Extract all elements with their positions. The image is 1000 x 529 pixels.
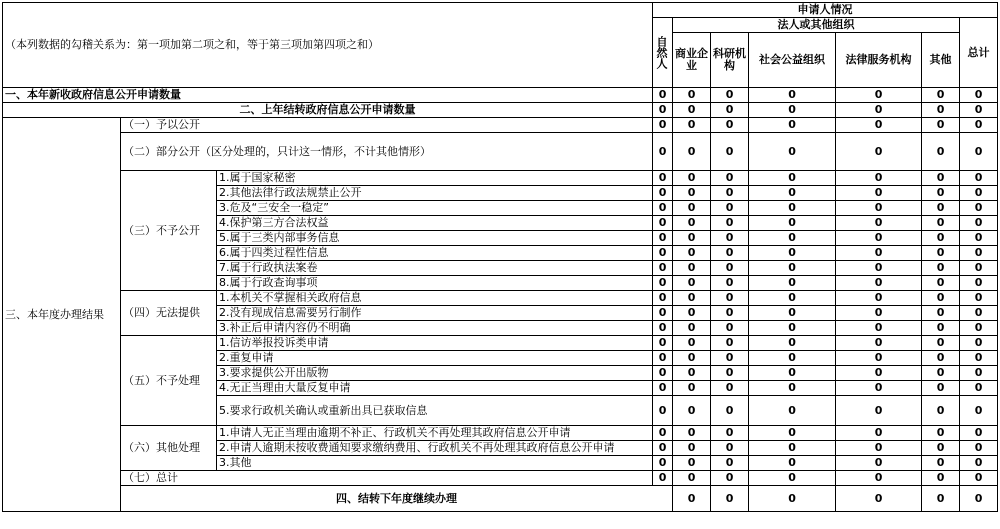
cell: 0 — [749, 103, 836, 118]
cell: 0 — [711, 366, 749, 381]
cell: 0 — [653, 201, 673, 216]
legal-header: 法人或其他组织 — [673, 18, 960, 33]
cell: 0 — [836, 456, 922, 471]
cell: 0 — [922, 291, 960, 306]
group-3-label: （三）不予公开 — [121, 171, 217, 291]
cell: 0 — [711, 351, 749, 366]
row-g6-1 — [3, 426, 998, 441]
applicant-header: 申请人情况 — [653, 3, 998, 18]
cell: 0 — [836, 366, 922, 381]
cell: 0 — [711, 231, 749, 246]
cell: 0 — [673, 291, 711, 306]
cell: 0 — [749, 133, 836, 171]
cell: 0 — [960, 103, 998, 118]
cell: 0 — [673, 381, 711, 396]
row-g5-1 — [3, 336, 998, 351]
row-label: （七）总计 — [121, 471, 653, 486]
cell: 0 — [749, 88, 836, 103]
cell: 0 — [653, 276, 673, 291]
cell: 0 — [922, 261, 960, 276]
cell: 0 — [673, 441, 711, 456]
row-label: 3.其他 — [217, 456, 653, 471]
cell: 0 — [960, 426, 998, 441]
row-label: 四、结转下年度继续办理 — [121, 486, 673, 512]
row-label: 1.本机关不掌握相关政府信息 — [217, 291, 653, 306]
cell: 0 — [836, 88, 922, 103]
cell: 0 — [836, 186, 922, 201]
cell: 0 — [960, 456, 998, 471]
cell: 0 — [653, 306, 673, 321]
cell: 0 — [960, 396, 998, 426]
cell: 0 — [749, 471, 836, 486]
cell: 0 — [922, 441, 960, 456]
cell: 0 — [836, 246, 922, 261]
cell: 0 — [836, 118, 922, 133]
cell: 0 — [922, 186, 960, 201]
cell: 0 — [673, 321, 711, 336]
cell: 0 — [673, 276, 711, 291]
row-label: （二）部分公开（区分处理的，只计这一情形，不计其他情形） — [121, 133, 653, 171]
group-4-label: （四）无法提供 — [121, 291, 217, 336]
cell: 0 — [653, 321, 673, 336]
row-s4 — [3, 486, 998, 512]
row-label: 6.属于四类过程性信息 — [217, 246, 653, 261]
row-label: 8.属于行政查询事项 — [217, 276, 653, 291]
disclosure-table — [2, 2, 998, 512]
cell: 0 — [653, 441, 673, 456]
natural-person-header: 自然人 — [653, 18, 673, 88]
row-label: 1.申请人无正当理由逾期不补正、行政机关不再处理其政府信息公开申请 — [217, 426, 653, 441]
cell: 0 — [960, 231, 998, 246]
cell: 0 — [673, 103, 711, 118]
cell: 0 — [749, 201, 836, 216]
cell: 0 — [922, 456, 960, 471]
cell: 0 — [922, 133, 960, 171]
cell: 0 — [836, 306, 922, 321]
cell: 0 — [960, 186, 998, 201]
cell: 0 — [673, 486, 711, 512]
row-label: 2.重复申请 — [217, 351, 653, 366]
cell: 0 — [922, 118, 960, 133]
cell: 0 — [836, 426, 922, 441]
row-label: 1.信访举报投诉类申请 — [217, 336, 653, 351]
cell: 0 — [922, 351, 960, 366]
cell: 0 — [922, 426, 960, 441]
other-header: 其他 — [922, 33, 960, 88]
group-6-label: （六）其他处理 — [121, 426, 217, 471]
cell: 0 — [653, 336, 673, 351]
cell: 0 — [922, 171, 960, 186]
cell: 0 — [922, 336, 960, 351]
cell: 0 — [960, 118, 998, 133]
cell: 0 — [711, 321, 749, 336]
row-s2 — [3, 103, 998, 118]
cell: 0 — [711, 171, 749, 186]
note-cell: （本列数据的勾稽关系为：第一项加第二项之和，等于第三项加第四项之和） — [3, 3, 653, 88]
cell: 0 — [836, 486, 922, 512]
cell: 0 — [749, 456, 836, 471]
cell: 0 — [960, 291, 998, 306]
cell: 0 — [673, 426, 711, 441]
cell: 0 — [711, 441, 749, 456]
cell: 0 — [711, 133, 749, 171]
cell: 0 — [673, 351, 711, 366]
row-label: 2.没有现成信息需要另行制作 — [217, 306, 653, 321]
cell: 0 — [711, 201, 749, 216]
cell: 0 — [836, 231, 922, 246]
row-label: （一）予以公开 — [121, 118, 653, 133]
cell: 0 — [749, 426, 836, 441]
cell: 0 — [711, 246, 749, 261]
cell: 0 — [922, 246, 960, 261]
cell: 0 — [960, 216, 998, 231]
research-header: 科研机构 — [711, 33, 749, 88]
cell: 0 — [960, 306, 998, 321]
row-g7 — [3, 471, 998, 486]
cell: 0 — [673, 456, 711, 471]
cell: 0 — [749, 336, 836, 351]
cell: 0 — [653, 456, 673, 471]
cell: 0 — [653, 171, 673, 186]
cell: 0 — [836, 396, 922, 426]
cell: 0 — [711, 336, 749, 351]
cell: 0 — [673, 261, 711, 276]
cell: 0 — [711, 118, 749, 133]
cell: 0 — [653, 351, 673, 366]
cell: 0 — [673, 231, 711, 246]
cell: 0 — [749, 396, 836, 426]
cell: 0 — [653, 471, 673, 486]
cell: 0 — [673, 366, 711, 381]
row-label: 1.属于国家秘密 — [217, 171, 653, 186]
row-g3-1 — [3, 171, 998, 186]
cell: 0 — [749, 351, 836, 366]
cell: 0 — [922, 396, 960, 426]
cell: 0 — [960, 471, 998, 486]
group-5-label: （五）不予处理 — [121, 336, 217, 426]
cell: 0 — [653, 133, 673, 171]
cell: 0 — [711, 486, 749, 512]
cell: 0 — [836, 471, 922, 486]
row-g1 — [3, 118, 998, 133]
cell: 0 — [749, 118, 836, 133]
cell: 0 — [711, 261, 749, 276]
row-label: 3.补正后申请内容仍不明确 — [217, 321, 653, 336]
cell: 0 — [836, 171, 922, 186]
cell: 0 — [653, 103, 673, 118]
cell: 0 — [711, 471, 749, 486]
cell: 0 — [673, 471, 711, 486]
cell: 0 — [749, 246, 836, 261]
cell: 0 — [960, 351, 998, 366]
cell: 0 — [749, 276, 836, 291]
cell: 0 — [960, 486, 998, 512]
cell: 0 — [711, 216, 749, 231]
cell: 0 — [653, 231, 673, 246]
row-s1 — [3, 88, 998, 103]
row-label: 5.要求行政机关确认或重新出具已获取信息 — [217, 396, 653, 426]
cell: 0 — [673, 171, 711, 186]
row-label: 3.要求提供公开出版物 — [217, 366, 653, 381]
cell: 0 — [749, 216, 836, 231]
cell: 0 — [836, 351, 922, 366]
cell: 0 — [922, 103, 960, 118]
total-header: 总计 — [960, 18, 998, 88]
cell: 0 — [653, 366, 673, 381]
cell: 0 — [836, 133, 922, 171]
cell: 0 — [922, 216, 960, 231]
row-label: 3.危及“三安全一稳定” — [217, 201, 653, 216]
cell: 0 — [673, 216, 711, 231]
cell: 0 — [960, 171, 998, 186]
cell: 0 — [749, 231, 836, 246]
cell: 0 — [922, 306, 960, 321]
cell: 0 — [673, 396, 711, 426]
row-label: 一、本年新收政府信息公开申请数量 — [3, 88, 653, 103]
row-label: 2.申请人逾期未按收费通知要求缴纳费用、行政机关不再处理其政府信息公开申请 — [217, 441, 653, 456]
row-label: 4.无正当理由大量反复申请 — [217, 381, 653, 396]
cell: 0 — [960, 261, 998, 276]
cell: 0 — [711, 276, 749, 291]
section-3-label: 三、本年度办理结果 — [3, 118, 121, 512]
cell: 0 — [922, 231, 960, 246]
cell: 0 — [673, 246, 711, 261]
cell: 0 — [836, 321, 922, 336]
cell: 0 — [960, 201, 998, 216]
cell: 0 — [960, 321, 998, 336]
cell: 0 — [960, 276, 998, 291]
row-label: 二、上年结转政府信息公开申请数量 — [3, 103, 653, 118]
commercial-header: 商业企业 — [673, 33, 711, 88]
cell: 0 — [836, 216, 922, 231]
row-g4-1 — [3, 291, 998, 306]
cell: 0 — [960, 336, 998, 351]
cell: 0 — [960, 246, 998, 261]
cell: 0 — [836, 103, 922, 118]
cell: 0 — [749, 441, 836, 456]
cell: 0 — [653, 396, 673, 426]
law-header: 法律服务机构 — [836, 33, 922, 88]
cell: 0 — [711, 306, 749, 321]
cell: 0 — [711, 456, 749, 471]
cell: 0 — [960, 381, 998, 396]
cell: 0 — [836, 441, 922, 456]
cell: 0 — [653, 381, 673, 396]
cell: 0 — [711, 396, 749, 426]
cell: 0 — [960, 441, 998, 456]
cell: 0 — [653, 186, 673, 201]
cell: 0 — [749, 306, 836, 321]
cell: 0 — [673, 133, 711, 171]
row-label: 7.属于行政执法案卷 — [217, 261, 653, 276]
cell: 0 — [922, 321, 960, 336]
cell: 0 — [749, 321, 836, 336]
row-label: 4.保护第三方合法权益 — [217, 216, 653, 231]
cell: 0 — [653, 216, 673, 231]
cell: 0 — [653, 261, 673, 276]
cell: 0 — [836, 336, 922, 351]
cell: 0 — [673, 88, 711, 103]
cell: 0 — [653, 118, 673, 133]
cell: 0 — [960, 133, 998, 171]
row-g2 — [3, 133, 998, 171]
cell: 0 — [673, 118, 711, 133]
cell: 0 — [711, 381, 749, 396]
cell: 0 — [653, 88, 673, 103]
cell: 0 — [673, 186, 711, 201]
cell: 0 — [673, 336, 711, 351]
cell: 0 — [836, 201, 922, 216]
cell: 0 — [673, 201, 711, 216]
cell: 0 — [653, 246, 673, 261]
cell: 0 — [711, 291, 749, 306]
row-label: 5.属于三类内部事务信息 — [217, 231, 653, 246]
cell: 0 — [922, 471, 960, 486]
cell: 0 — [711, 103, 749, 118]
row-label: 2.其他法律行政法规禁止公开 — [217, 186, 653, 201]
cell: 0 — [749, 381, 836, 396]
cell: 0 — [711, 426, 749, 441]
cell: 0 — [711, 88, 749, 103]
cell: 0 — [836, 276, 922, 291]
cell: 0 — [653, 426, 673, 441]
cell: 0 — [749, 186, 836, 201]
cell: 0 — [749, 261, 836, 276]
cell: 0 — [836, 291, 922, 306]
cell: 0 — [922, 201, 960, 216]
cell: 0 — [749, 291, 836, 306]
cell: 0 — [960, 366, 998, 381]
cell: 0 — [922, 486, 960, 512]
cell: 0 — [673, 306, 711, 321]
cell: 0 — [711, 186, 749, 201]
cell: 0 — [653, 291, 673, 306]
cell: 0 — [922, 276, 960, 291]
cell: 0 — [749, 171, 836, 186]
cell: 0 — [836, 261, 922, 276]
social-header: 社会公益组织 — [749, 33, 836, 88]
cell: 0 — [749, 486, 836, 512]
cell: 0 — [922, 366, 960, 381]
cell: 0 — [922, 88, 960, 103]
cell: 0 — [960, 88, 998, 103]
cell: 0 — [922, 381, 960, 396]
cell: 0 — [749, 366, 836, 381]
cell: 0 — [836, 381, 922, 396]
